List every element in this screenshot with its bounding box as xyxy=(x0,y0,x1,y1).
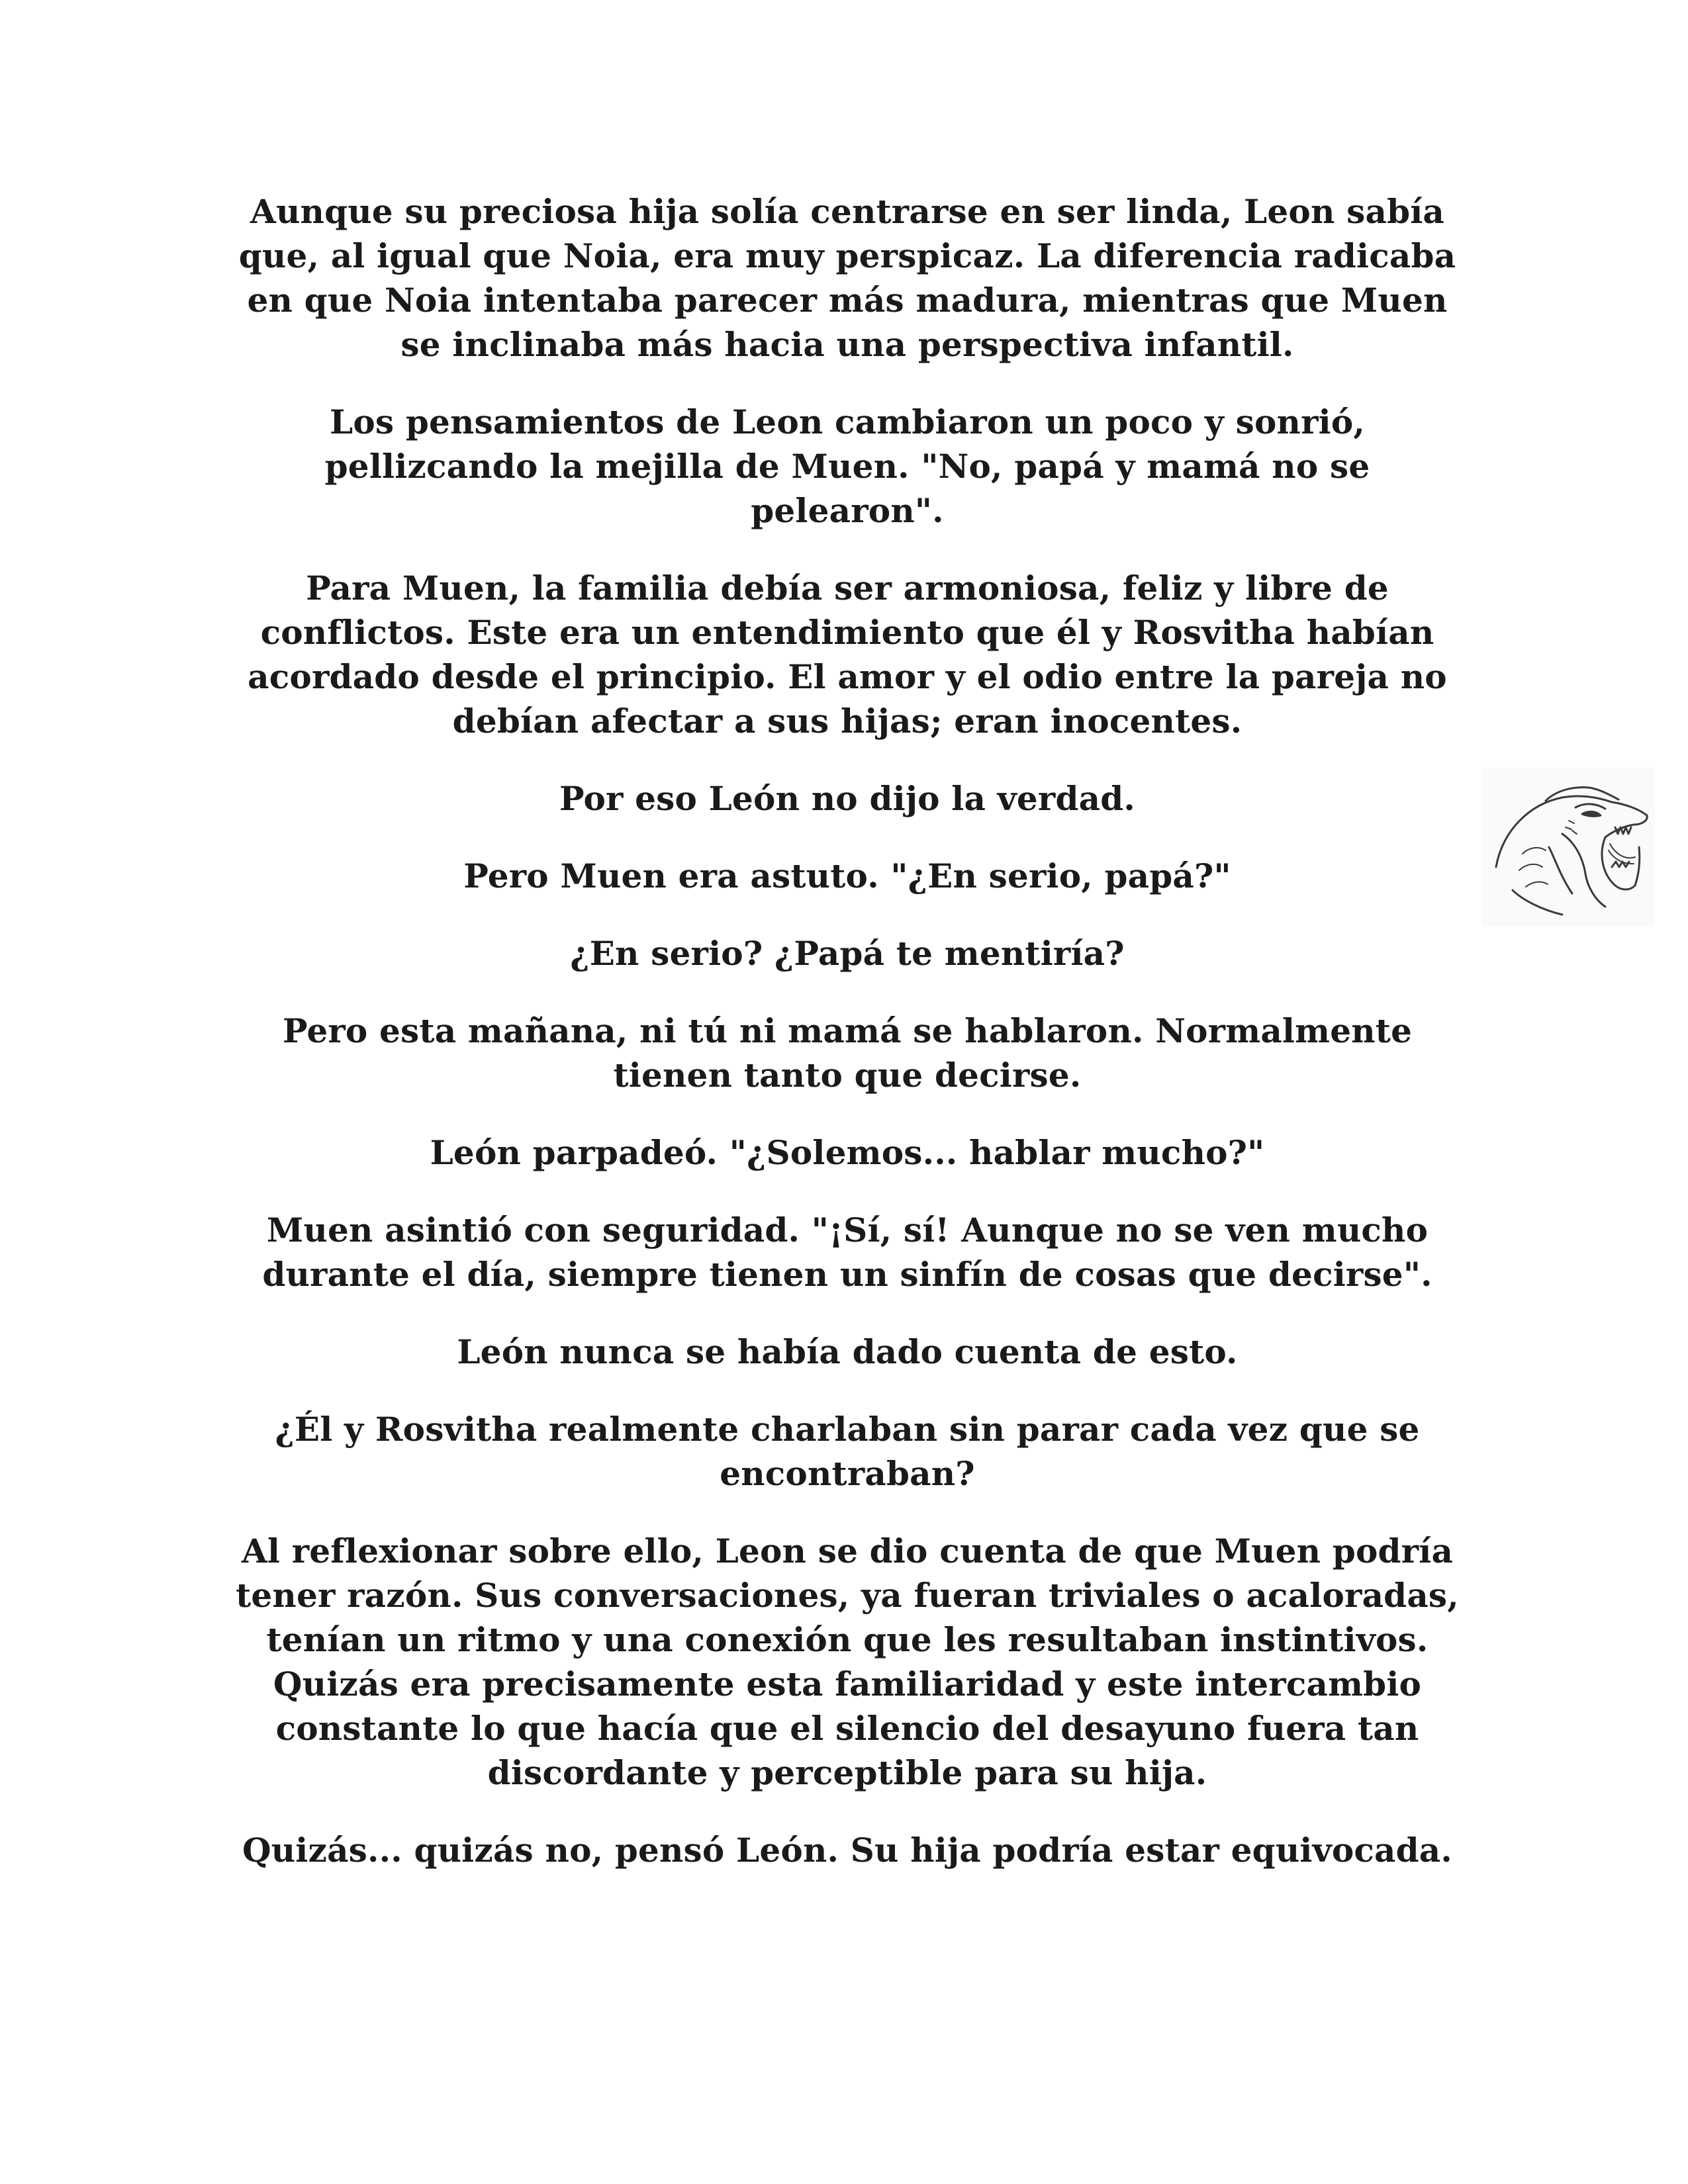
paragraph: Pero esta mañana, ni tú ni mamá se hablaron. Normalmente tienen tanto que decirse. xyxy=(282,1011,1413,1095)
paragraph: Muen asintió con seguridad. "¡Sí, sí! Aunque no se ven mucho durante el día, siempre tienen un sinfín de cosas que decirse". xyxy=(262,1210,1432,1294)
paragraph: Aunque su preciosa hija solía centrarse en ser linda, Leon sabía que, al igual que Noia, era muy perspicaz. La diferencia radicaba en que Noia intentaba parecer más madura, mientras que Muen se inclinaba más hacia una perspectiva infantil. xyxy=(238,192,1456,364)
paragraph: Por eso León no dijo la verdad. xyxy=(559,779,1135,818)
story-text xyxy=(225,189,1470,1905)
paragraph: Para Muen, la familia debía ser armoniosa, feliz y libre de conflictos. Este era un entendimiento que él y Rosvitha habían acordado desde el principio. El amor y el odio entre la pareja no debían afectar a sus hijas; eran inocentes. xyxy=(248,569,1447,741)
paragraph: Pero Muen era astuto. "¿En serio, papá?" xyxy=(463,856,1231,895)
paragraph: ¿Él y Rosvitha realmente charlaban sin parar cada vez que se encontraban? xyxy=(275,1410,1420,1493)
paragraph: ¿En serio? ¿Papá te mentiría? xyxy=(570,934,1125,973)
paragraph: Quizás... quizás no, pensó León. Su hija podría estar equivocada. xyxy=(242,1831,1452,1870)
paragraph: Los pensamientos de Leon cambiaron un poco y sonrió, pellizcando la mejilla de Muen. "No, papá y mamá no se pelearon". xyxy=(324,402,1370,530)
dragon-head-sketch-icon xyxy=(1483,768,1655,927)
paragraph: Al reflexionar sobre ello, Leon se dio cuenta de que Muen podría tener razón. Sus conversaciones, ya fueran triviales o acaloradas, tenían un ritmo y una conexión que les resultaban instintivos. Quizás era precisamente esta familiaridad y este intercambio constante lo que hacía que el silencio del desayuno fuera tan discordante y perceptible para su hija. xyxy=(236,1531,1459,1792)
paragraph: León nunca se había dado cuenta de esto. xyxy=(457,1332,1238,1371)
paragraph: León parpadeó. "¿Solemos... hablar mucho?" xyxy=(430,1133,1265,1172)
